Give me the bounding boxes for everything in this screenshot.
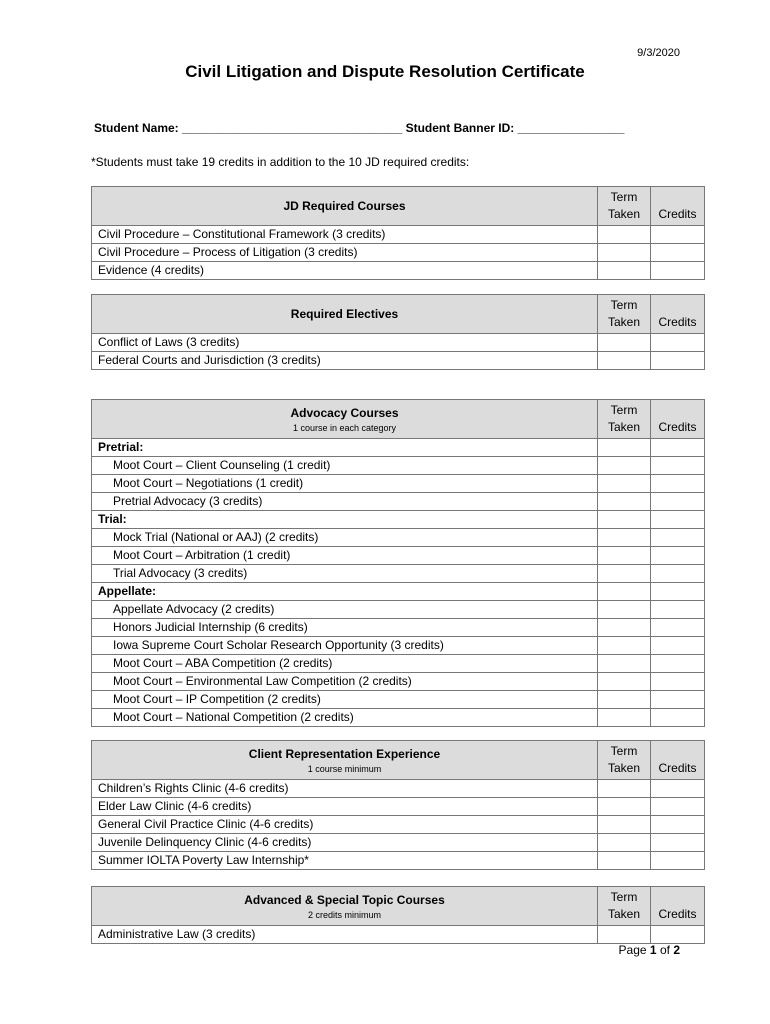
course-name: Moot Court – Negotiations (1 credit)	[92, 475, 598, 493]
term-taken-cell	[598, 798, 651, 816]
section-title	[92, 887, 598, 926]
term-taken-cell	[598, 352, 651, 370]
term-taken-cell	[598, 583, 651, 601]
course-name: Juvenile Delinquency Clinic (4-6 credits)	[92, 834, 598, 852]
text-label: Term	[610, 744, 638, 758]
credits-cell	[651, 457, 705, 475]
term-taken-cell	[598, 834, 651, 852]
credits-cell	[651, 798, 705, 816]
text-label: 2 credits minimum	[307, 909, 381, 920]
credits-cell	[651, 619, 705, 637]
credits-cell	[651, 475, 705, 493]
credits-cell	[651, 673, 705, 691]
category-row	[92, 511, 705, 529]
term-taken-header	[598, 295, 651, 334]
course-name: Honors Judicial Internship (6 credits)	[92, 619, 598, 637]
credits-cell	[651, 493, 705, 511]
course-name: Conflict of Laws (3 credits)	[92, 334, 598, 352]
credit-requirement-note: *Students must take 19 credits in addition to the 10 JD required credits:	[91, 155, 470, 169]
text-label: 2	[673, 943, 680, 957]
required-electives-table	[91, 294, 705, 370]
credits-cell	[651, 529, 705, 547]
course-name: Summer IOLTA Poverty Law Internship*	[92, 852, 598, 870]
table-row	[92, 691, 705, 709]
category-row	[92, 439, 705, 457]
document-date: 9/3/2020	[637, 47, 680, 59]
text-label: Client Representation Experience	[248, 746, 441, 761]
table-row	[92, 655, 705, 673]
text-label: Term	[610, 403, 638, 417]
term-taken-cell	[598, 565, 651, 583]
table-row	[92, 852, 705, 870]
term-taken-header	[598, 187, 651, 226]
text-label: Page	[618, 943, 647, 957]
table-row	[92, 547, 705, 565]
section-title	[92, 295, 598, 334]
course-name: Children’s Rights Clinic (4-6 credits)	[92, 780, 598, 798]
category-label: Pretrial:	[92, 439, 598, 457]
student-info-line: Student Name: _________________________________ Student Banner ID: ________________	[94, 121, 625, 135]
text-label: Taken	[607, 315, 641, 329]
course-name: Moot Court – National Competition (2 credits)	[92, 709, 598, 727]
credits-cell	[651, 926, 705, 944]
table-row	[92, 457, 705, 475]
term-taken-header	[598, 400, 651, 439]
term-taken-cell	[598, 439, 651, 457]
credits-cell	[651, 601, 705, 619]
credits-cell	[651, 226, 705, 244]
page-number	[560, 943, 680, 957]
text-label: Taken	[607, 907, 641, 921]
table-row	[92, 619, 705, 637]
text-label: Taken	[607, 761, 641, 775]
table-row	[92, 244, 705, 262]
term-taken-cell	[598, 493, 651, 511]
table-header-row	[92, 295, 705, 334]
text-label: 1 course in each category	[292, 422, 397, 433]
term-taken-header	[598, 741, 651, 780]
table-row	[92, 352, 705, 370]
term-taken-cell	[598, 655, 651, 673]
credits-cell	[651, 244, 705, 262]
credits-cell	[651, 852, 705, 870]
credits-cell	[651, 709, 705, 727]
credits-header: Credits	[651, 187, 705, 226]
course-name: Iowa Supreme Court Scholar Research Opportunity (3 credits)	[92, 637, 598, 655]
table-header-row	[92, 187, 705, 226]
section-title	[92, 400, 598, 439]
table-row	[92, 834, 705, 852]
course-name: Moot Court – Arbitration (1 credit)	[92, 547, 598, 565]
term-taken-cell	[598, 244, 651, 262]
course-name: Appellate Advocacy (2 credits)	[92, 601, 598, 619]
credits-header: Credits	[651, 741, 705, 780]
credits-cell	[651, 334, 705, 352]
text-label: 1	[649, 943, 657, 957]
table-row	[92, 673, 705, 691]
course-name: Trial Advocacy (3 credits)	[92, 565, 598, 583]
category-row	[92, 583, 705, 601]
credits-cell	[651, 655, 705, 673]
category-label: Appellate:	[92, 583, 598, 601]
advanced-special-topic-table	[91, 886, 705, 944]
table-row	[92, 637, 705, 655]
table-row	[92, 529, 705, 547]
table-row	[92, 780, 705, 798]
course-name: Civil Procedure – Constitutional Framework (3 credits)	[92, 226, 598, 244]
category-label: Trial:	[92, 511, 598, 529]
course-name: Moot Court – IP Competition (2 credits)	[92, 691, 598, 709]
course-name: Mock Trial (National or AAJ) (2 credits)	[92, 529, 598, 547]
course-name: General Civil Practice Clinic (4-6 credits)	[92, 816, 598, 834]
table-row	[92, 262, 705, 280]
term-taken-cell	[598, 780, 651, 798]
credits-cell	[651, 439, 705, 457]
table-row	[92, 926, 705, 944]
course-name: Moot Court – Client Counseling (1 credit)	[92, 457, 598, 475]
term-taken-cell	[598, 262, 651, 280]
term-taken-cell	[598, 816, 651, 834]
text-label: Term	[610, 890, 638, 904]
jd-required-table	[91, 186, 705, 280]
credits-header: Credits	[651, 295, 705, 334]
credits-cell	[651, 816, 705, 834]
course-name: Moot Court – ABA Competition (2 credits)	[92, 655, 598, 673]
credits-cell	[651, 352, 705, 370]
term-taken-cell	[598, 601, 651, 619]
table-row	[92, 334, 705, 352]
term-taken-cell	[598, 547, 651, 565]
course-name: Elder Law Clinic (4-6 credits)	[92, 798, 598, 816]
term-taken-cell	[598, 475, 651, 493]
document-title: Civil Litigation and Dispute Resolution Certificate	[185, 62, 585, 81]
section-title	[92, 187, 598, 226]
course-name: Pretrial Advocacy (3 credits)	[92, 493, 598, 511]
text-label: Taken	[607, 420, 641, 434]
term-taken-cell	[598, 691, 651, 709]
text-label: Required Electives	[290, 307, 399, 321]
credits-header: Credits	[651, 887, 705, 926]
client-representation-table	[91, 740, 705, 870]
table-header-row	[92, 741, 705, 780]
credits-cell	[651, 780, 705, 798]
term-taken-cell	[598, 673, 651, 691]
table-row	[92, 226, 705, 244]
table-row	[92, 565, 705, 583]
table-row	[92, 798, 705, 816]
text-label: Term	[610, 190, 638, 204]
course-name: Federal Courts and Jurisdiction (3 credits)	[92, 352, 598, 370]
term-taken-cell	[598, 926, 651, 944]
course-name: Evidence (4 credits)	[92, 262, 598, 280]
credits-cell	[651, 262, 705, 280]
text-label: 1 course minimum	[307, 763, 382, 774]
term-taken-cell	[598, 619, 651, 637]
term-taken-cell	[598, 637, 651, 655]
text-label: Advocacy Courses	[290, 405, 399, 420]
course-name: Administrative Law (3 credits)	[92, 926, 598, 944]
text-label: Term	[610, 298, 638, 312]
credits-cell	[651, 691, 705, 709]
table-row	[92, 709, 705, 727]
credits-cell	[651, 565, 705, 583]
course-name: Civil Procedure – Process of Litigation (3 credits)	[92, 244, 598, 262]
advocacy-courses-table	[91, 399, 705, 727]
course-name: Moot Court – Environmental Law Competition (2 credits)	[92, 673, 598, 691]
term-taken-cell	[598, 709, 651, 727]
credits-header: Credits	[651, 400, 705, 439]
credits-cell	[651, 583, 705, 601]
table-row	[92, 493, 705, 511]
text-label: Taken	[607, 207, 641, 221]
term-taken-header	[598, 887, 651, 926]
term-taken-cell	[598, 511, 651, 529]
text-label: JD Required Courses	[283, 199, 406, 213]
credits-cell	[651, 547, 705, 565]
term-taken-cell	[598, 852, 651, 870]
table-row	[92, 601, 705, 619]
term-taken-cell	[598, 529, 651, 547]
term-taken-cell	[598, 226, 651, 244]
text-label: of	[659, 943, 670, 957]
credits-cell	[651, 834, 705, 852]
credits-cell	[651, 637, 705, 655]
term-taken-cell	[598, 334, 651, 352]
table-row	[92, 475, 705, 493]
section-title	[92, 741, 598, 780]
term-taken-cell	[598, 457, 651, 475]
table-header-row	[92, 887, 705, 926]
table-row	[92, 816, 705, 834]
text-label: Advanced & Special Topic Courses	[244, 892, 445, 907]
credits-cell	[651, 511, 705, 529]
table-header-row	[92, 400, 705, 439]
